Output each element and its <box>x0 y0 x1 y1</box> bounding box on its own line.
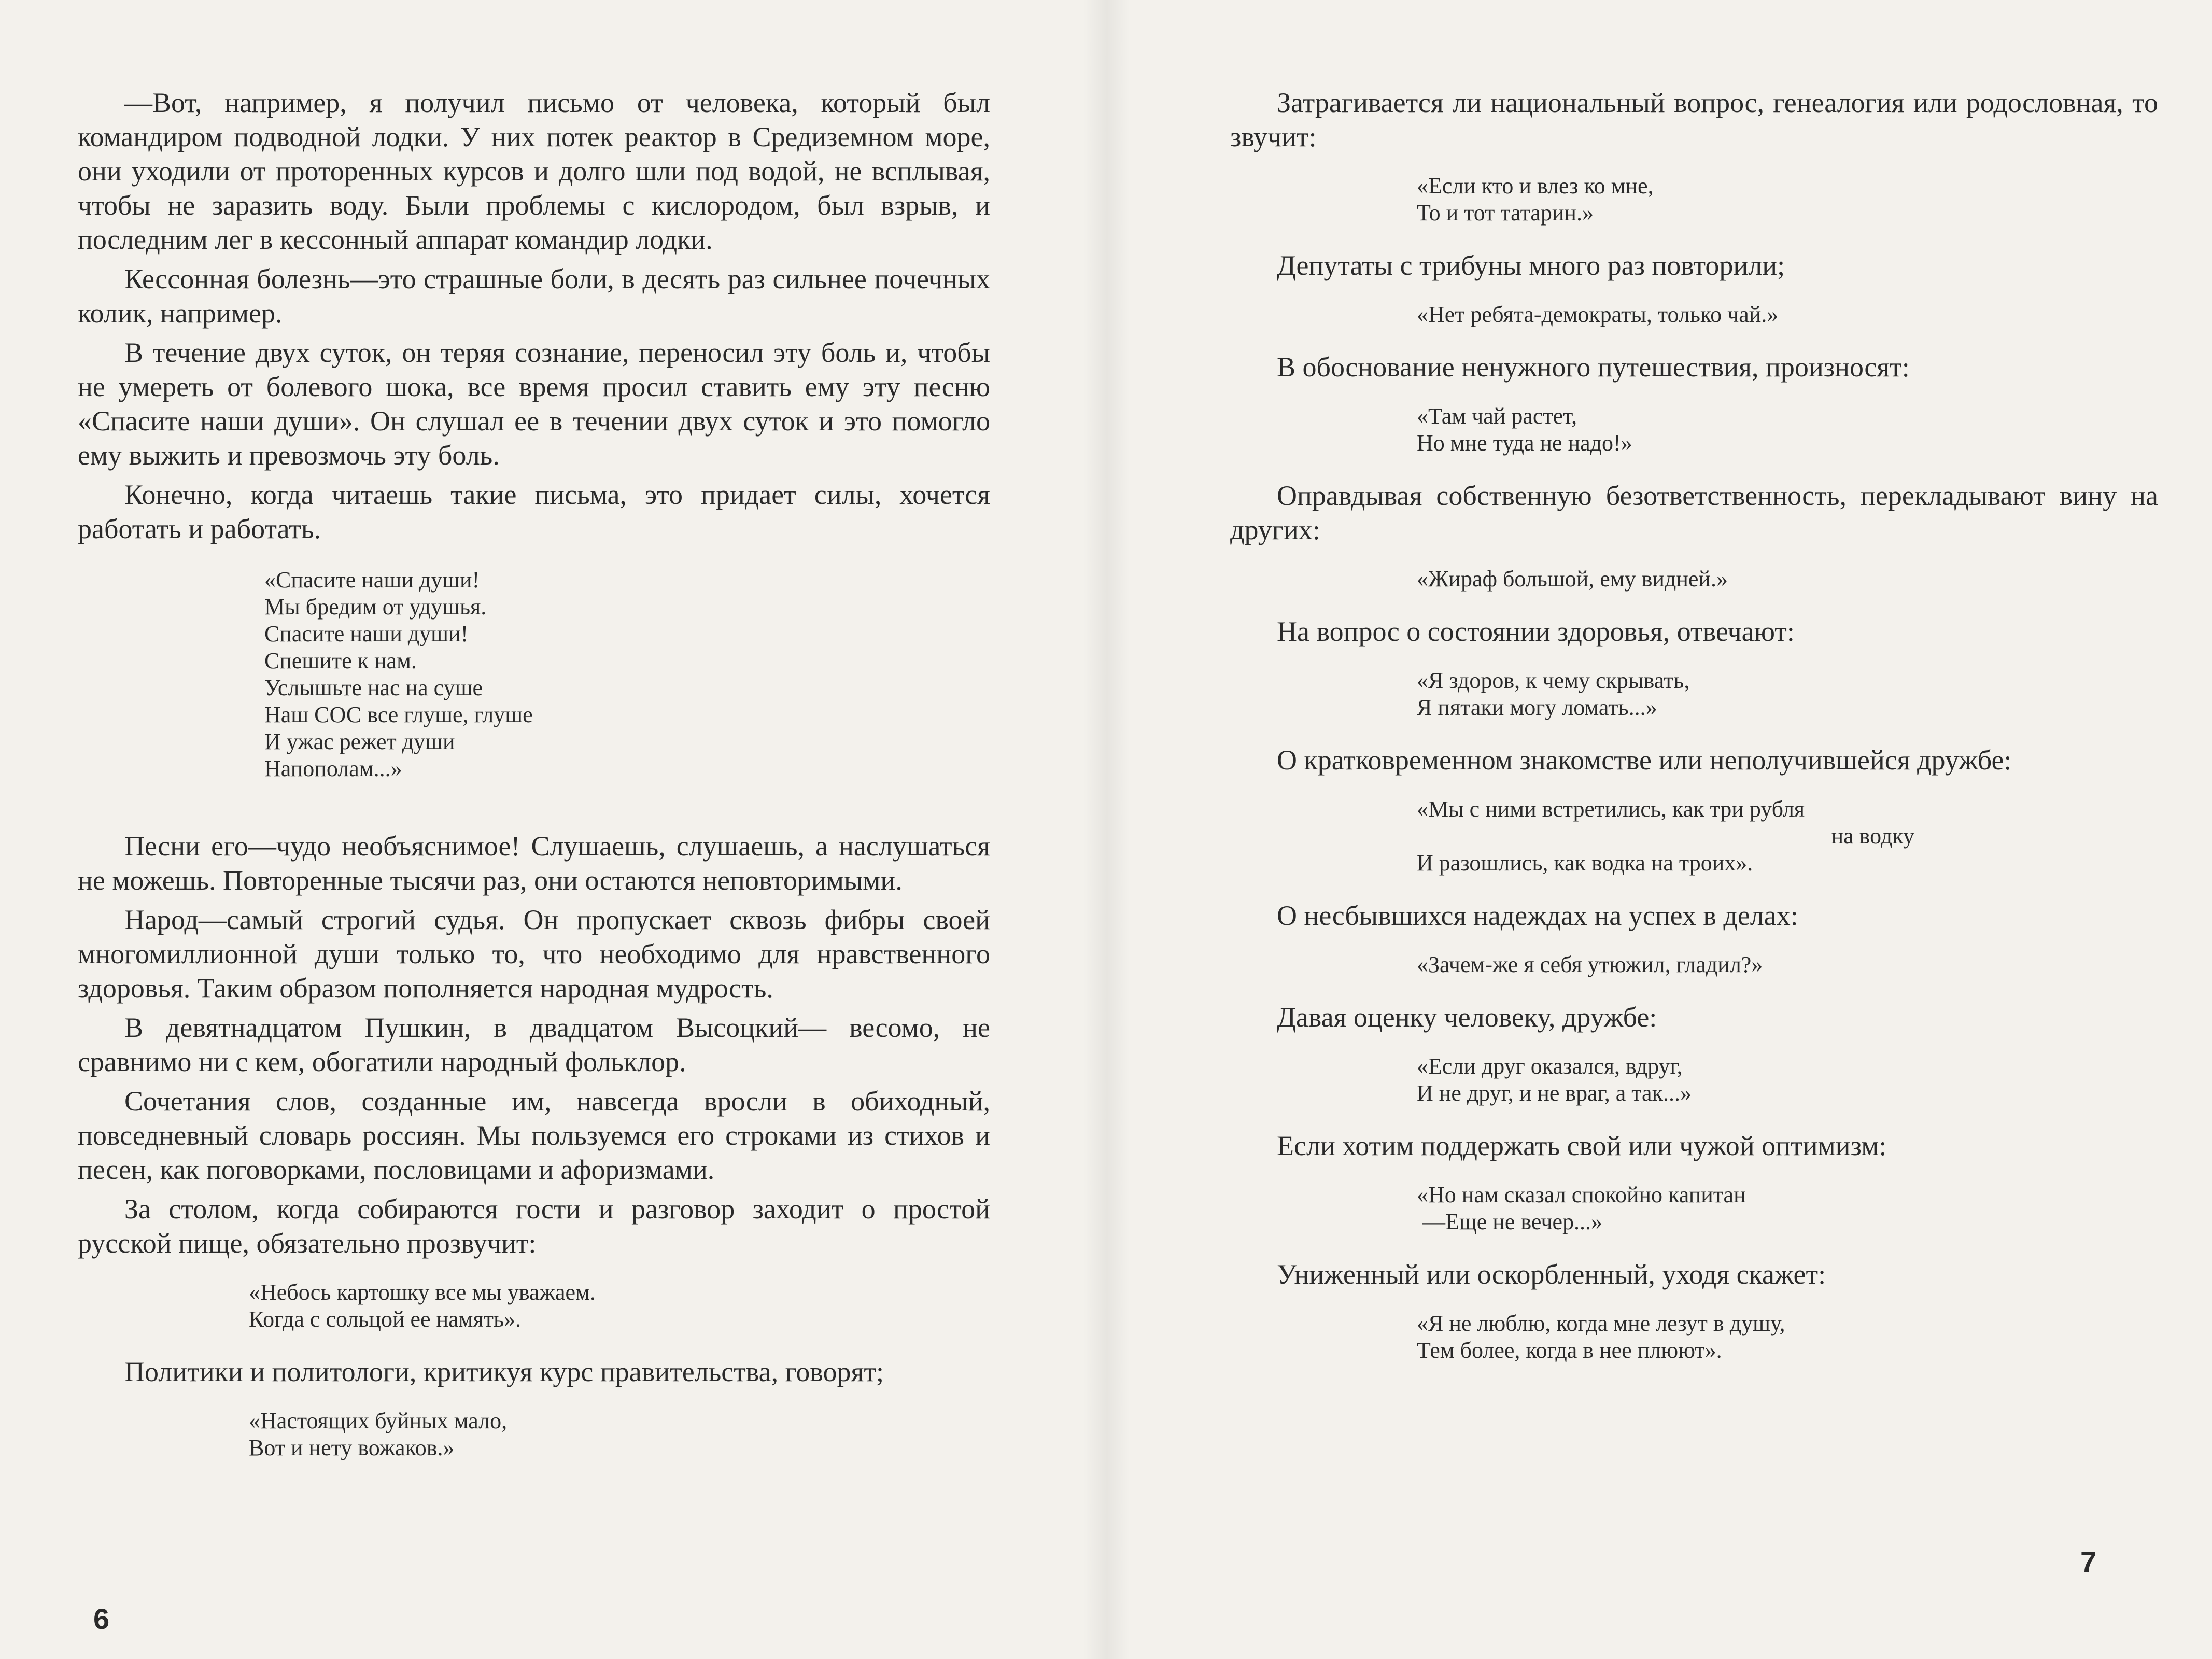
verse-line: И разошлись, как водка на троих». <box>1417 850 1753 876</box>
paragraph: Кессонная болезнь—это страшные боли, в десять раз сильнее почечных колик, например. <box>78 263 990 329</box>
verse-quote <box>1417 1053 2158 1107</box>
verse-line: «Я не люблю, когда мне лезут в душу, <box>1417 1311 1785 1336</box>
verse-line: «Если кто и влез ко мне, <box>1417 173 1654 199</box>
verse-quote <box>249 1279 990 1333</box>
verse-line: Но мне туда не надо!» <box>1417 430 1632 456</box>
verse-line: Напополам...» <box>264 756 402 781</box>
verse-line: —Еще не вечер...» <box>1417 1209 1602 1234</box>
verse-line: «Жираф большой, ему видней.» <box>1417 566 1728 592</box>
paragraph: Песни его—чудо необъяснимое! Слушаешь, слушаешь, а наслушаться не можешь. Повторенные тысячи раз, они остаются неповторимыми. <box>78 831 990 896</box>
paragraph: Депутаты с трибуны много раз повторили; <box>1277 250 1785 281</box>
paragraph: Политики и политологи, критикуя курс правительства, говорят; <box>124 1356 884 1387</box>
paragraph: Давая оценку человеку, дружбе: <box>1277 1002 1657 1033</box>
paragraph: На вопрос о состоянии здоровья, отвечают: <box>1277 616 1795 647</box>
verse-line: «Зачем-же я себя утюжил, гладил?» <box>1417 952 1763 977</box>
verse-line: «Там чай растет, <box>1417 403 1577 429</box>
verse-line: «Но нам сказал спокойно капитан <box>1417 1182 1746 1207</box>
right-page <box>1106 0 2212 1659</box>
paragraph: Конечно, когда читаешь такие письма, это придает силы, хочется работать и работать. <box>78 479 990 544</box>
verse-quote <box>1417 796 2158 877</box>
verse-line: «Настоящих буйных мало, <box>249 1408 508 1433</box>
verse-quote <box>1417 566 2158 593</box>
verse-quote <box>1417 301 2158 328</box>
paragraph: Оправдывая собственную безответственность, перекладывают вину на других: <box>1230 480 2158 545</box>
verse-quote <box>249 1408 990 1461</box>
verse-line: «Мы с ними встретились, как три рубля <box>1417 796 1805 822</box>
verse-line: на водку <box>1831 823 1914 849</box>
verse-quote <box>1417 667 2158 721</box>
paragraph: За столом, когда собираются гости и разговор заходит о простой русской пище, обязательно прозвучит: <box>78 1193 990 1259</box>
verse-quote <box>1417 403 2158 457</box>
verse-line: И ужас режет души <box>264 729 455 754</box>
verse-line: «Я здоров, к чему скрывать, <box>1417 668 1690 693</box>
verse-line: «Небось картошку все мы уважаем. <box>249 1280 596 1305</box>
paragraph: О несбывшихся надеждах на успех в делах: <box>1277 900 1798 931</box>
verse-quote <box>1417 1182 2158 1235</box>
verse-line: Когда с сольцой ее намять». <box>249 1306 522 1332</box>
verse-line: Спасите наши души! <box>264 621 469 646</box>
verse-line: Мы бредим от удушья. <box>264 594 487 620</box>
verse-line: То и тот татарин.» <box>1417 200 1594 226</box>
right-text-column <box>1230 86 2158 1386</box>
paragraph: Затрагивается ли национальный вопрос, генеалогия или родословная, то звучит: <box>1230 87 2158 152</box>
verse-line: Тем более, когда в нее плюют». <box>1417 1338 1722 1363</box>
paragraph: —Вот, например, я получил письмо от человека, который был командиром подводной лодки. У них потек реактор в Средиземном море, они уходили от проторенных курсов и долго шли под водой, не всплывая, чтобы не заразить воду. Были проблемы с кислородом, был взрыв, и последним лег в кессонный аппарат командир лодки. <box>78 87 990 255</box>
verse-line: Услышьте нас на суше <box>264 675 483 700</box>
paragraph: Униженный или оскорбленный, уходя скажет: <box>1277 1259 1826 1290</box>
paragraph: Если хотим поддержать свой или чужой оптимизм: <box>1277 1130 1887 1161</box>
paragraph: В обоснование ненужного путешествия, произносят: <box>1277 352 1910 383</box>
page-number: 7 <box>2080 1545 2097 1578</box>
verse-quote <box>1417 1310 2158 1364</box>
page-number: 6 <box>93 1602 110 1635</box>
verse-line: Спешите к нам. <box>264 648 417 673</box>
verse-quote <box>264 567 990 782</box>
verse-line: Наш СОС все глуше, глуше <box>264 702 533 727</box>
verse-line: «Если друг оказался, вдруг, <box>1417 1053 1683 1079</box>
paragraph: Народ—самый строгий судья. Он пропускает сквозь фибры своей многомиллионной души только то, что необходимо для нравственного здоровья. Таким образом пополняется народная мудрость. <box>78 904 990 1004</box>
paragraph: Сочетания слов, созданные им, навсегда вросли в обиходный, повседневный словарь россиян. Мы пользуемся его строками из стихов и песен, как поговорками, пословицами и афоризмами. <box>78 1086 990 1185</box>
paragraph: О кратковременном знакомстве или неполучившейся дружбе: <box>1277 744 2012 776</box>
verse-quote <box>1417 173 2158 227</box>
verse-quote <box>1417 951 2158 978</box>
verse-line: «Спасите наши души! <box>264 567 480 593</box>
verse-line: И не друг, и не враг, а так...» <box>1417 1080 1692 1106</box>
verse-line: Я пятаки могу ломать...» <box>1417 695 1657 720</box>
paragraph: В девятнадцатом Пушкин, в двадцатом Высоцкий— весомо, не сравнимо ни с кем, обогатили народный фольклор. <box>78 1012 990 1077</box>
paragraph: В течение двух суток, он теряя сознание, переносил эту боль и, чтобы не умереть от болевого шока, все время просил ставить ему эту песню «Спасите наши души». Он слушал ее в течении двух суток и это помогло ему выжить и превозмочь эту боль. <box>78 337 990 471</box>
verse-line: «Нет ребята-демократы, только чай.» <box>1417 302 1779 327</box>
verse-line: Вот и нету вожаков.» <box>249 1435 455 1460</box>
left-text-column <box>78 86 990 1483</box>
